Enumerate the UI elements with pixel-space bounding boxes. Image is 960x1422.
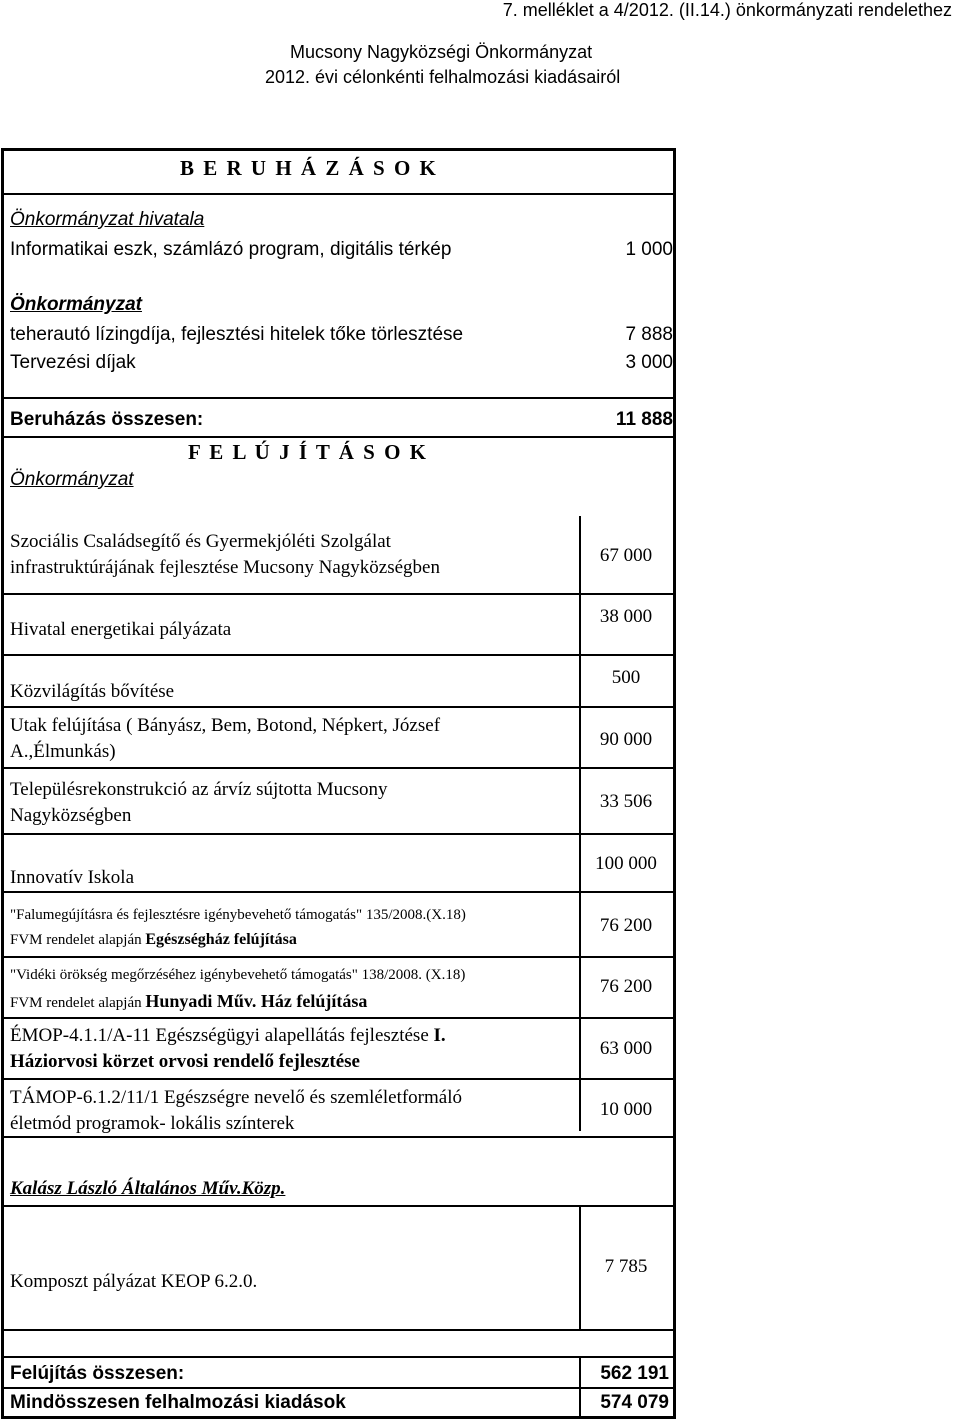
school-title: Kalász László Általános Műv.Közp.	[10, 1178, 286, 1199]
organization-name: Mucsony Nagyközségi Önkormányzat	[290, 42, 593, 62]
renovation-item-value: 67 000	[599, 545, 653, 566]
divider	[4, 1078, 673, 1080]
divider	[4, 891, 673, 893]
renovation-item-label: TÁMOP-6.1.2/11/1 Egészségre nevelő és szemléletformáló	[10, 1087, 463, 1108]
divider	[4, 593, 673, 595]
renovations-total-value: 562 191	[600, 1363, 669, 1384]
divider	[4, 1329, 673, 1331]
investments-total-value: 11 888	[615, 409, 673, 430]
school-item-label: Komposzt pályázat KEOP 6.2.0.	[10, 1271, 258, 1292]
item-label: Informatikai eszk, számlázó program, digitális térkép	[10, 239, 452, 260]
renovation-item-label: Utak felújítása ( Bányász, Bem, Botond, Népkert, József	[10, 715, 441, 736]
renovations-total-label: Felújítás összesen:	[10, 1363, 185, 1384]
divider	[4, 193, 673, 195]
divider	[4, 956, 673, 958]
renovation-item-label: Hivatal energetikai pályázata	[10, 619, 232, 640]
renovation-item-value: 33 506	[599, 791, 653, 812]
divider	[4, 1356, 673, 1358]
renovation-item-value: 38 000	[599, 606, 653, 627]
regulation-text: FVM rendelet alapján	[10, 995, 146, 1011]
divider	[4, 654, 673, 656]
renovation-item-label	[10, 991, 367, 1012]
renovation-item-label	[10, 931, 297, 949]
renovation-item-label: "Falumegújításra és fejlesztésre igénybevehető támogatás" 135/2008.(X.18)	[10, 907, 466, 923]
program-suffix: I.	[433, 1025, 446, 1046]
renovation-item-label: "Vidéki örökség megőrzéséhez igénybevehető támogatás" 138/2008. (X.18)	[10, 967, 466, 983]
annex-note: 7. melléklet a 4/2012. (II.14.) önkormányzati rendelethez	[502, 0, 952, 20]
renovation-item-value: 100 000	[595, 853, 657, 874]
renovation-item-value: 63 000	[599, 1038, 653, 1059]
divider	[4, 436, 673, 438]
investments-heading: B E R U H Á Z Á S O K	[180, 156, 438, 180]
divider	[4, 767, 673, 769]
regulation-text: FVM rendelet alapján	[10, 932, 146, 948]
grand-total-label: Mindösszesen felhalmozási kiadások	[10, 1392, 346, 1413]
investments-total-label: Beruházás összesen:	[10, 409, 204, 430]
item-value: 3 000	[625, 352, 673, 373]
item-label: teherautó lízingdíja, fejlesztési hitelek tőke törlesztése	[10, 324, 464, 345]
expenditure-table	[1, 148, 676, 1419]
renovation-item-label: Innovatív Iskola	[10, 867, 135, 888]
renovation-item-value: 10 000	[599, 1099, 653, 1120]
project-name: Egészségház felújítása	[145, 931, 297, 948]
renovation-item-label: Nagyközségben	[10, 805, 132, 826]
renovation-item-label: életmód programok- lokális színterek	[10, 1113, 295, 1134]
renovation-item-value: 76 200	[599, 915, 653, 936]
divider	[4, 397, 673, 399]
divider	[4, 1205, 673, 1207]
renovation-item-value: 500	[611, 667, 641, 688]
program-code: ÉMOP-4.1.1/A-11 Egészségügyi alapellátás fejlesztése	[10, 1025, 434, 1046]
divider	[4, 1136, 673, 1138]
divider	[4, 833, 673, 835]
item-value: 1 000	[625, 239, 673, 260]
renovation-item-label: Szociális Családsegítő és Gyermekjóléti Szolgálat	[10, 531, 391, 552]
renovation-item-value: 90 000	[599, 729, 653, 750]
item-value: 7 888	[625, 324, 673, 345]
grand-total-value: 574 079	[600, 1392, 669, 1413]
renovation-item-label: A.,Élmunkás)	[10, 741, 116, 762]
renovation-item-label: Településrekonstrukció az árvíz sújtotta Mucsony	[10, 779, 388, 800]
school-item-value: 7 785	[604, 1256, 648, 1277]
renovation-item-label: Közvilágítás bővítése	[10, 681, 175, 702]
divider	[4, 706, 673, 708]
document-subtitle: 2012. évi célonkénti felhalmozási kiadásairól	[265, 67, 621, 87]
divider	[4, 1017, 673, 1019]
group-title-municipality: Önkormányzat	[10, 294, 142, 315]
group-title-municipality: Önkormányzat	[10, 469, 134, 490]
renovation-item-label: infrastruktúrájának fejlesztése Mucsony Nagyközségben	[10, 557, 440, 578]
renovation-item-value: 76 200	[599, 976, 653, 997]
renovations-heading: F E L Ú J Í T Á S O K	[188, 440, 429, 464]
renovation-item-label	[10, 1025, 446, 1047]
item-label: Tervezési díjak	[10, 352, 136, 373]
group-title-office: Önkormányzat hivatala	[10, 209, 205, 230]
renovation-item-label: Háziorvosi körzet orvosi rendelő fejlesztése	[10, 1051, 360, 1072]
project-name: Hunyadi Műv. Ház felújítása	[145, 991, 368, 1011]
divider	[4, 1387, 673, 1389]
value-column-divider	[579, 1356, 581, 1416]
